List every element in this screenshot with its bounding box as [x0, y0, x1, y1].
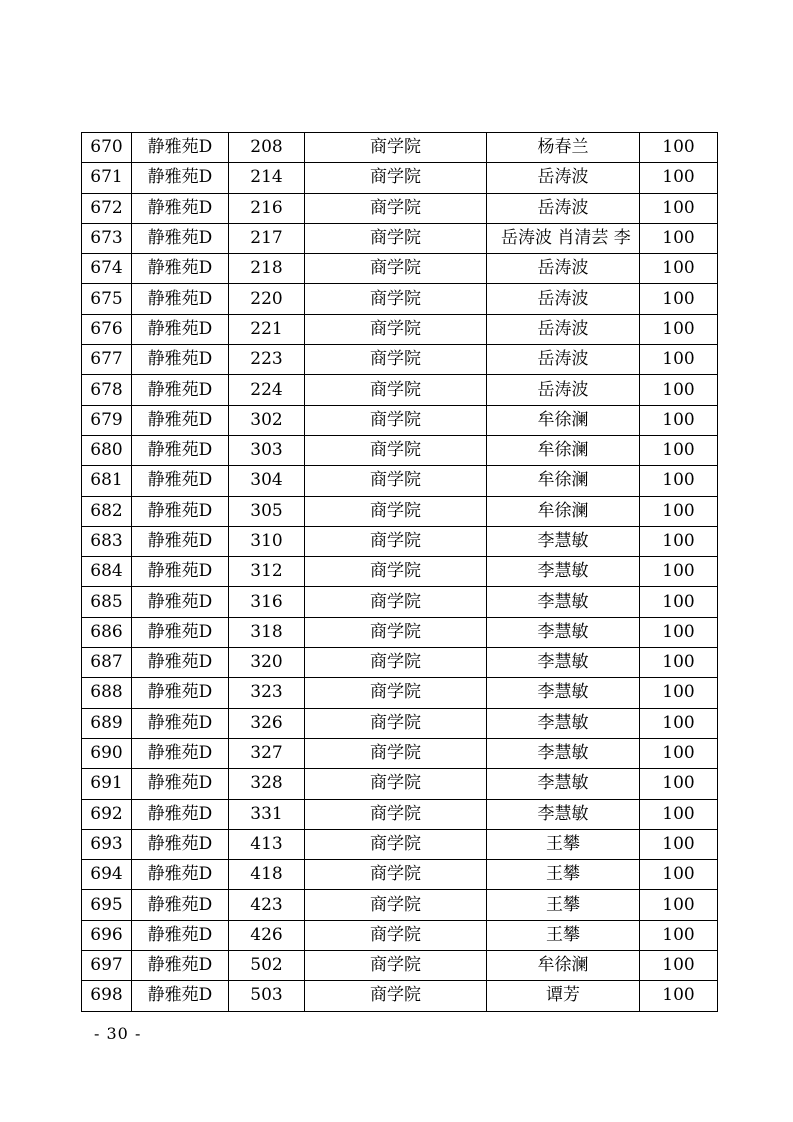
- row-number-cell: 679: [82, 405, 132, 435]
- college-cell: 商学院: [305, 617, 487, 647]
- building-cell: 静雅苑D: [132, 496, 229, 526]
- room-cell: 214: [229, 163, 305, 193]
- table-row: [82, 466, 718, 496]
- college-cell: 商学院: [305, 678, 487, 708]
- room-cell: 331: [229, 799, 305, 829]
- building-cell: 静雅苑D: [132, 435, 229, 465]
- advisor-cell: 岳涛波: [487, 193, 640, 223]
- room-cell: 312: [229, 557, 305, 587]
- building-cell: 静雅苑D: [132, 557, 229, 587]
- room-cell: 327: [229, 738, 305, 768]
- score-cell: 100: [640, 617, 718, 647]
- room-cell: 310: [229, 526, 305, 556]
- room-cell: 413: [229, 829, 305, 859]
- room-cell: 302: [229, 405, 305, 435]
- row-number-cell: 672: [82, 193, 132, 223]
- building-cell: 静雅苑D: [132, 678, 229, 708]
- college-cell: 商学院: [305, 738, 487, 768]
- row-number-cell: 671: [82, 163, 132, 193]
- building-cell: 静雅苑D: [132, 345, 229, 375]
- advisor-cell: 李慧敏: [487, 738, 640, 768]
- score-cell: 100: [640, 920, 718, 950]
- building-cell: 静雅苑D: [132, 526, 229, 556]
- table-row: [82, 678, 718, 708]
- room-cell: 217: [229, 223, 305, 253]
- row-number-cell: 687: [82, 648, 132, 678]
- room-cell: 216: [229, 193, 305, 223]
- room-cell: 223: [229, 345, 305, 375]
- advisor-cell: 岳涛波: [487, 375, 640, 405]
- advisor-cell: 李慧敏: [487, 678, 640, 708]
- building-cell: 静雅苑D: [132, 920, 229, 950]
- score-cell: 100: [640, 466, 718, 496]
- table-row: [82, 587, 718, 617]
- row-number-cell: 693: [82, 829, 132, 859]
- room-cell: 318: [229, 617, 305, 647]
- room-cell: 221: [229, 314, 305, 344]
- score-cell: 100: [640, 981, 718, 1011]
- score-cell: 100: [640, 254, 718, 284]
- building-cell: 静雅苑D: [132, 951, 229, 981]
- score-cell: 100: [640, 587, 718, 617]
- building-cell: 静雅苑D: [132, 860, 229, 890]
- room-cell: 305: [229, 496, 305, 526]
- college-cell: 商学院: [305, 254, 487, 284]
- college-cell: 商学院: [305, 284, 487, 314]
- building-cell: 静雅苑D: [132, 133, 229, 163]
- row-number-cell: 675: [82, 284, 132, 314]
- score-cell: 100: [640, 435, 718, 465]
- row-number-cell: 670: [82, 133, 132, 163]
- table-row: [82, 890, 718, 920]
- row-number-cell: 677: [82, 345, 132, 375]
- college-cell: 商学院: [305, 496, 487, 526]
- advisor-cell: 岳涛波: [487, 284, 640, 314]
- building-cell: 静雅苑D: [132, 587, 229, 617]
- score-cell: 100: [640, 314, 718, 344]
- room-cell: 418: [229, 860, 305, 890]
- table-row: [82, 860, 718, 890]
- college-cell: 商学院: [305, 890, 487, 920]
- advisor-cell: 牟徐澜: [487, 466, 640, 496]
- college-cell: 商学院: [305, 223, 487, 253]
- table-row: [82, 496, 718, 526]
- table-row: [82, 799, 718, 829]
- room-cell: 218: [229, 254, 305, 284]
- score-cell: 100: [640, 860, 718, 890]
- table-row: [82, 133, 718, 163]
- college-cell: 商学院: [305, 557, 487, 587]
- score-cell: 100: [640, 345, 718, 375]
- advisor-cell: 王攀: [487, 860, 640, 890]
- advisor-cell: 岳涛波: [487, 254, 640, 284]
- table-row: [82, 769, 718, 799]
- table-row: [82, 981, 718, 1011]
- dormitory-score-table: [81, 132, 718, 1012]
- score-cell: 100: [640, 708, 718, 738]
- table-row: [82, 435, 718, 465]
- advisor-cell: 牟徐澜: [487, 405, 640, 435]
- building-cell: 静雅苑D: [132, 405, 229, 435]
- row-number-cell: 695: [82, 890, 132, 920]
- room-cell: 316: [229, 587, 305, 617]
- college-cell: 商学院: [305, 193, 487, 223]
- college-cell: 商学院: [305, 133, 487, 163]
- row-number-cell: 680: [82, 435, 132, 465]
- score-cell: 100: [640, 163, 718, 193]
- score-cell: 100: [640, 557, 718, 587]
- row-number-cell: 692: [82, 799, 132, 829]
- building-cell: 静雅苑D: [132, 738, 229, 768]
- building-cell: 静雅苑D: [132, 617, 229, 647]
- score-cell: 100: [640, 769, 718, 799]
- score-cell: 100: [640, 284, 718, 314]
- table-row: [82, 738, 718, 768]
- advisor-cell: 岳涛波: [487, 163, 640, 193]
- score-cell: 100: [640, 738, 718, 768]
- college-cell: 商学院: [305, 314, 487, 344]
- advisor-cell: 李慧敏: [487, 526, 640, 556]
- college-cell: 商学院: [305, 829, 487, 859]
- college-cell: 商学院: [305, 345, 487, 375]
- building-cell: 静雅苑D: [132, 193, 229, 223]
- advisor-cell: 李慧敏: [487, 799, 640, 829]
- advisor-cell: 李慧敏: [487, 557, 640, 587]
- row-number-cell: 685: [82, 587, 132, 617]
- advisor-cell: 牟徐澜: [487, 435, 640, 465]
- table-row: [82, 254, 718, 284]
- college-cell: 商学院: [305, 587, 487, 617]
- building-cell: 静雅苑D: [132, 223, 229, 253]
- row-number-cell: 696: [82, 920, 132, 950]
- advisor-cell: 岳涛波: [487, 345, 640, 375]
- row-number-cell: 698: [82, 981, 132, 1011]
- advisor-cell: 杨春兰: [487, 133, 640, 163]
- row-number-cell: 689: [82, 708, 132, 738]
- building-cell: 静雅苑D: [132, 981, 229, 1011]
- college-cell: 商学院: [305, 466, 487, 496]
- row-number-cell: 688: [82, 678, 132, 708]
- score-cell: 100: [640, 678, 718, 708]
- table-row: [82, 557, 718, 587]
- building-cell: 静雅苑D: [132, 829, 229, 859]
- advisor-cell: 岳涛波 肖清芸 李: [487, 223, 640, 253]
- row-number-cell: 690: [82, 738, 132, 768]
- table-row: [82, 951, 718, 981]
- college-cell: 商学院: [305, 708, 487, 738]
- advisor-cell: 牟徐澜: [487, 951, 640, 981]
- building-cell: 静雅苑D: [132, 799, 229, 829]
- table-row: [82, 920, 718, 950]
- table-row: [82, 648, 718, 678]
- row-number-cell: 684: [82, 557, 132, 587]
- table-row: [82, 617, 718, 647]
- table-body: [82, 133, 718, 1012]
- advisor-cell: 王攀: [487, 920, 640, 950]
- college-cell: 商学院: [305, 405, 487, 435]
- score-cell: 100: [640, 193, 718, 223]
- college-cell: 商学院: [305, 860, 487, 890]
- room-cell: 326: [229, 708, 305, 738]
- score-cell: 100: [640, 133, 718, 163]
- advisor-cell: 李慧敏: [487, 769, 640, 799]
- advisor-cell: 李慧敏: [487, 587, 640, 617]
- page-number: - 30 -: [94, 1024, 142, 1043]
- score-cell: 100: [640, 829, 718, 859]
- row-number-cell: 678: [82, 375, 132, 405]
- advisor-cell: 李慧敏: [487, 617, 640, 647]
- row-number-cell: 697: [82, 951, 132, 981]
- advisor-cell: 李慧敏: [487, 708, 640, 738]
- college-cell: 商学院: [305, 163, 487, 193]
- table-row: [82, 314, 718, 344]
- room-cell: 323: [229, 678, 305, 708]
- table-row: [82, 829, 718, 859]
- table-row: [82, 193, 718, 223]
- table-row: [82, 708, 718, 738]
- table-row: [82, 284, 718, 314]
- room-cell: 220: [229, 284, 305, 314]
- building-cell: 静雅苑D: [132, 648, 229, 678]
- score-cell: 100: [640, 496, 718, 526]
- score-cell: 100: [640, 405, 718, 435]
- row-number-cell: 686: [82, 617, 132, 647]
- row-number-cell: 676: [82, 314, 132, 344]
- college-cell: 商学院: [305, 648, 487, 678]
- college-cell: 商学院: [305, 981, 487, 1011]
- score-cell: 100: [640, 375, 718, 405]
- score-cell: 100: [640, 951, 718, 981]
- table-row: [82, 405, 718, 435]
- advisor-cell: 王攀: [487, 890, 640, 920]
- building-cell: 静雅苑D: [132, 254, 229, 284]
- row-number-cell: 681: [82, 466, 132, 496]
- college-cell: 商学院: [305, 920, 487, 950]
- room-cell: 303: [229, 435, 305, 465]
- advisor-cell: 王攀: [487, 829, 640, 859]
- college-cell: 商学院: [305, 375, 487, 405]
- room-cell: 208: [229, 133, 305, 163]
- advisor-cell: 谭芳: [487, 981, 640, 1011]
- building-cell: 静雅苑D: [132, 284, 229, 314]
- table-row: [82, 163, 718, 193]
- row-number-cell: 674: [82, 254, 132, 284]
- score-cell: 100: [640, 648, 718, 678]
- room-cell: 224: [229, 375, 305, 405]
- room-cell: 320: [229, 648, 305, 678]
- college-cell: 商学院: [305, 951, 487, 981]
- room-cell: 502: [229, 951, 305, 981]
- table-row: [82, 345, 718, 375]
- score-cell: 100: [640, 223, 718, 253]
- row-number-cell: 683: [82, 526, 132, 556]
- advisor-cell: 牟徐澜: [487, 496, 640, 526]
- college-cell: 商学院: [305, 435, 487, 465]
- room-cell: 503: [229, 981, 305, 1011]
- college-cell: 商学院: [305, 526, 487, 556]
- building-cell: 静雅苑D: [132, 375, 229, 405]
- room-cell: 304: [229, 466, 305, 496]
- college-cell: 商学院: [305, 799, 487, 829]
- room-cell: 423: [229, 890, 305, 920]
- table-row: [82, 526, 718, 556]
- building-cell: 静雅苑D: [132, 890, 229, 920]
- row-number-cell: 691: [82, 769, 132, 799]
- score-cell: 100: [640, 799, 718, 829]
- score-cell: 100: [640, 890, 718, 920]
- table-row: [82, 223, 718, 253]
- advisor-cell: 岳涛波: [487, 314, 640, 344]
- building-cell: 静雅苑D: [132, 314, 229, 344]
- score-cell: 100: [640, 526, 718, 556]
- row-number-cell: 673: [82, 223, 132, 253]
- building-cell: 静雅苑D: [132, 163, 229, 193]
- room-cell: 426: [229, 920, 305, 950]
- row-number-cell: 694: [82, 860, 132, 890]
- building-cell: 静雅苑D: [132, 708, 229, 738]
- table-row: [82, 375, 718, 405]
- room-cell: 328: [229, 769, 305, 799]
- advisor-cell: 李慧敏: [487, 648, 640, 678]
- building-cell: 静雅苑D: [132, 769, 229, 799]
- building-cell: 静雅苑D: [132, 466, 229, 496]
- college-cell: 商学院: [305, 769, 487, 799]
- row-number-cell: 682: [82, 496, 132, 526]
